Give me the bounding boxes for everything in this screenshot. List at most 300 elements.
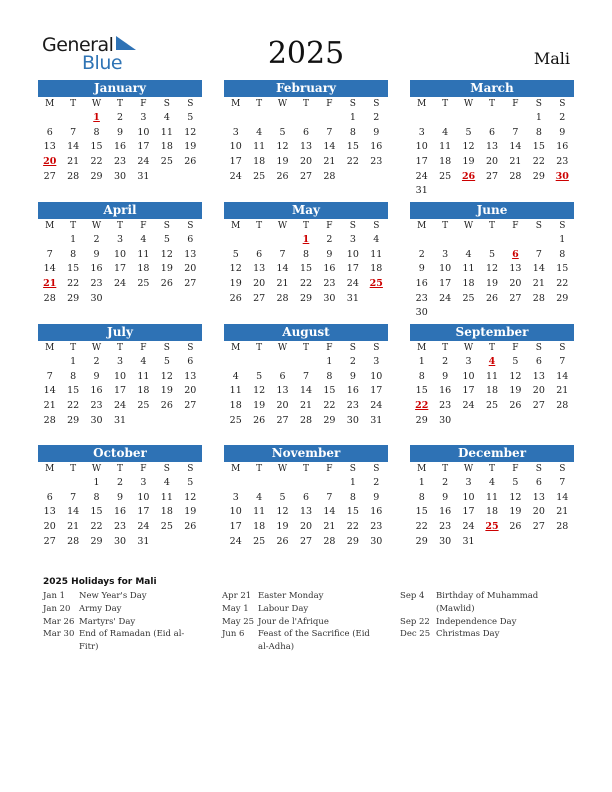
weekday-header-row (410, 462, 574, 476)
day-cell: 30 (415, 307, 428, 319)
day-cell: 29 (67, 292, 80, 304)
weekday-label: T (442, 343, 449, 353)
day-blank (480, 233, 503, 248)
day-grid (410, 111, 574, 199)
day-cell: 11 (253, 141, 266, 153)
day-cell: 27 (43, 535, 56, 547)
day-cell: 1 (70, 234, 77, 245)
day-cell: 13 (184, 370, 197, 382)
day-cell: 7 (559, 477, 566, 488)
day-cell: 28 (67, 535, 80, 547)
day-cell: 1 (93, 477, 100, 488)
day-blank (527, 233, 550, 248)
weekday-label: T (70, 464, 77, 474)
day-cell: 4 (140, 234, 147, 245)
day-cell: 12 (509, 370, 522, 382)
day-cell: 9 (442, 370, 449, 382)
weekday-header-row (38, 462, 202, 476)
day-cell: 31 (415, 185, 428, 197)
holiday-name: End of Ramadan (Eid al-Fitr) (79, 629, 185, 653)
day-cell: 31 (137, 170, 150, 182)
day-cell: 17 (462, 506, 475, 518)
day-cell: 12 (485, 263, 499, 275)
day-cell: 13 (509, 263, 522, 275)
day-blank (271, 476, 294, 491)
day-cell: 17 (415, 156, 428, 168)
day-blank (457, 111, 480, 126)
weekday-label: S (349, 221, 356, 231)
day-cell: 7 (535, 248, 542, 260)
weekday-label: F (140, 464, 147, 474)
day-cell: 15 (532, 141, 545, 153)
holiday-entry (43, 616, 199, 629)
holiday-entry (400, 628, 556, 641)
weekday-label: S (535, 343, 542, 353)
day-cell: 22 (532, 156, 545, 168)
day-cell: 14 (509, 141, 522, 153)
day-cell: 7 (279, 248, 286, 260)
day-cell: 12 (462, 141, 475, 153)
day-cell: 3 (349, 234, 356, 245)
month-may (224, 202, 388, 306)
day-cell: 15 (346, 141, 359, 153)
day-grid (38, 111, 202, 184)
weekday-label: S (373, 343, 380, 353)
day-cell: 19 (509, 385, 522, 397)
day-cell: 8 (93, 126, 100, 138)
weekday-label: S (349, 464, 356, 474)
day-blank (410, 111, 433, 126)
day-cell: 28 (67, 170, 80, 182)
weekday-label: S (535, 99, 542, 109)
day-cell: 11 (229, 385, 242, 397)
weekday-label: F (326, 464, 333, 474)
day-cell: 10 (346, 248, 359, 260)
day-cell: 18 (462, 278, 475, 290)
day-cell: 12 (184, 126, 197, 138)
day-cell: 30 (439, 535, 452, 547)
day-cell: 13 (253, 263, 266, 275)
day-cell: 18 (229, 400, 242, 412)
day-cell: 31 (113, 414, 127, 426)
month-header: June (410, 202, 574, 219)
day-cell: 18 (253, 521, 266, 533)
day-cell: 13 (184, 248, 197, 260)
holiday-entry (400, 616, 556, 629)
day-cell: 11 (485, 370, 499, 382)
day-cell: 16 (113, 506, 127, 518)
holiday-date-label: Mar 26 (43, 616, 75, 627)
weekday-label: W (277, 464, 288, 474)
day-grid (224, 111, 388, 184)
day-blank (433, 233, 456, 248)
day-cell: 19 (160, 263, 173, 275)
day-cell: 28 (323, 170, 336, 182)
weekday-label: T (256, 221, 263, 231)
day-cell: 20 (299, 521, 313, 533)
day-cell: 16 (323, 263, 336, 275)
weekday-label: W (463, 343, 474, 353)
day-cell: 26 (184, 156, 197, 168)
day-cell: 2 (373, 112, 380, 123)
day-cell: 18 (439, 156, 452, 168)
holiday-date: 21 (43, 278, 57, 290)
day-cell: 23 (370, 156, 383, 168)
holiday-entry (222, 628, 378, 654)
day-cell: 19 (485, 278, 499, 290)
day-cell: 14 (556, 370, 569, 382)
day-cell: 5 (163, 356, 170, 367)
weekday-label: T (442, 464, 449, 474)
day-cell: 2 (442, 477, 449, 488)
day-cell: 4 (163, 112, 170, 123)
day-cell: 16 (415, 278, 428, 290)
day-cell: 19 (509, 506, 522, 518)
day-cell: 22 (323, 400, 336, 412)
holiday-name: Christmas Day (436, 629, 500, 640)
weekday-label: F (326, 343, 333, 353)
day-cell: 13 (299, 141, 313, 153)
weekday-label: S (163, 221, 170, 231)
day-blank (38, 355, 61, 370)
day-cell: 4 (488, 477, 496, 488)
day-cell: 25 (160, 156, 173, 168)
day-cell: 8 (326, 370, 333, 382)
weekday-header-row (410, 341, 574, 355)
day-cell: 20 (485, 156, 499, 168)
holiday-date: 26 (461, 170, 476, 182)
day-cell: 7 (46, 248, 53, 260)
holiday-date-label: Mar 30 (43, 629, 75, 640)
month-header: May (224, 202, 388, 219)
day-cell: 30 (90, 414, 103, 426)
weekday-header-row (224, 341, 388, 355)
weekday-label: W (463, 221, 474, 231)
day-cell: 29 (299, 292, 313, 304)
day-cell: 25 (462, 292, 475, 304)
day-cell: 1 (418, 477, 425, 488)
day-cell: 5 (163, 234, 170, 245)
holiday-date: 1 (302, 234, 310, 245)
holiday-name: Birthday of Muhammad (Mawlid) (436, 591, 539, 614)
day-cell: 24 (113, 278, 127, 290)
day-cell: 2 (93, 234, 100, 245)
day-cell: 23 (90, 400, 103, 412)
day-cell: 5 (465, 126, 472, 138)
day-grid (410, 476, 574, 549)
day-cell: 1 (535, 112, 542, 123)
day-cell: 7 (326, 126, 333, 138)
day-cell: 15 (346, 506, 359, 518)
holiday-date: 20 (43, 156, 57, 168)
month-header: February (224, 80, 388, 97)
day-cell: 13 (299, 506, 313, 518)
weekday-label: T (70, 221, 77, 231)
day-cell: 25 (439, 170, 452, 182)
day-cell: 12 (276, 141, 289, 153)
day-cell: 9 (116, 491, 124, 503)
day-cell: 30 (90, 292, 103, 304)
day-cell: 14 (323, 506, 336, 518)
day-cell: 4 (140, 356, 147, 367)
month-header: September (410, 324, 574, 341)
day-cell: 24 (229, 535, 242, 547)
month-february (224, 80, 388, 184)
day-cell: 23 (113, 156, 127, 168)
day-cell: 26 (184, 521, 197, 533)
day-cell: 23 (113, 521, 127, 533)
weekday-label: S (535, 464, 542, 474)
day-cell: 29 (346, 535, 359, 547)
weekday-label: M (417, 464, 427, 474)
weekday-label: W (277, 221, 288, 231)
day-cell: 13 (43, 141, 56, 153)
day-cell: 6 (535, 356, 542, 367)
holiday-date-label: Jan 1 (43, 591, 66, 601)
day-cell: 16 (346, 385, 359, 397)
weekday-label: S (559, 99, 566, 109)
day-cell: 8 (349, 126, 356, 138)
day-cell: 17 (137, 506, 150, 518)
day-cell: 14 (556, 491, 569, 503)
weekday-label: T (442, 221, 449, 231)
day-cell: 22 (556, 278, 569, 290)
holiday-date: 4 (488, 356, 496, 367)
holiday-column (43, 590, 199, 654)
day-cell: 9 (326, 248, 333, 260)
day-cell: 4 (256, 126, 263, 138)
weekday-label: M (417, 221, 427, 231)
day-cell: 23 (90, 278, 103, 290)
holiday-entry (222, 616, 378, 629)
day-cell: 16 (556, 141, 569, 153)
day-cell: 14 (43, 385, 56, 397)
day-cell: 12 (184, 491, 197, 503)
day-cell: 14 (323, 141, 336, 153)
weekday-label: W (463, 464, 474, 474)
day-cell: 15 (556, 263, 569, 275)
weekday-header-row (410, 219, 574, 233)
holiday-column (400, 590, 556, 641)
day-cell: 1 (418, 356, 425, 367)
day-cell: 3 (418, 126, 425, 138)
day-cell: 28 (299, 414, 313, 426)
day-cell: 21 (509, 156, 522, 168)
day-cell: 16 (113, 141, 127, 153)
weekday-label: S (163, 99, 170, 109)
weekday-label: W (277, 99, 288, 109)
weekday-header-row (224, 462, 388, 476)
day-cell: 10 (462, 491, 475, 503)
day-cell: 14 (299, 385, 313, 397)
day-cell: 10 (113, 370, 127, 382)
weekday-label: S (559, 464, 566, 474)
weekday-label: F (326, 99, 333, 109)
day-cell: 19 (160, 385, 173, 397)
day-cell: 23 (370, 521, 383, 533)
day-blank (224, 476, 247, 491)
holiday-date: 22 (415, 400, 429, 412)
day-cell: 31 (370, 414, 383, 426)
weekday-label: M (231, 464, 241, 474)
day-cell: 27 (43, 170, 56, 182)
month-header: July (38, 324, 202, 341)
day-cell: 30 (323, 292, 336, 304)
day-cell: 21 (532, 278, 545, 290)
day-cell: 30 (113, 535, 127, 547)
day-cell: 8 (93, 491, 100, 503)
day-cell: 28 (532, 292, 545, 304)
holiday-name: Feast of the Sacrifice (Eid al-Adha) (258, 629, 370, 653)
day-cell: 10 (229, 506, 242, 518)
day-blank (318, 476, 341, 491)
day-cell: 27 (532, 521, 545, 533)
day-cell: 22 (346, 156, 359, 168)
day-cell: 5 (187, 477, 194, 488)
day-blank (271, 111, 294, 126)
day-cell: 8 (418, 491, 425, 503)
day-blank (294, 355, 317, 370)
day-cell: 20 (43, 521, 56, 533)
day-cell: 6 (279, 370, 286, 382)
holiday-date: 1 (93, 112, 100, 123)
day-cell: 20 (253, 278, 266, 290)
day-cell: 8 (535, 126, 542, 138)
day-cell: 17 (439, 278, 452, 290)
day-cell: 20 (299, 156, 313, 168)
day-cell: 4 (465, 248, 472, 260)
day-cell: 11 (485, 491, 499, 503)
day-cell: 26 (509, 400, 522, 412)
day-cell: 17 (346, 263, 359, 275)
day-blank (318, 111, 341, 126)
day-cell: 3 (140, 112, 147, 123)
day-cell: 20 (276, 400, 289, 412)
day-cell: 25 (485, 400, 499, 412)
day-blank (294, 476, 317, 491)
weekday-label: F (140, 343, 147, 353)
day-cell: 6 (488, 126, 496, 138)
day-cell: 25 (229, 414, 242, 426)
day-cell: 6 (187, 234, 194, 245)
day-cell: 17 (113, 385, 127, 397)
weekday-label: F (512, 221, 519, 231)
weekday-label: W (91, 464, 102, 474)
day-cell: 24 (439, 292, 452, 304)
day-cell: 5 (512, 477, 519, 488)
day-cell: 18 (253, 156, 266, 168)
day-cell: 15 (90, 141, 103, 153)
day-cell: 21 (67, 156, 80, 168)
holiday-entry (43, 628, 199, 654)
holiday-column (222, 590, 378, 654)
weekday-label: T (116, 343, 123, 353)
day-cell: 4 (442, 126, 449, 138)
month-july (38, 324, 202, 428)
day-cell: 11 (370, 248, 383, 260)
day-cell: 3 (442, 248, 449, 260)
day-cell: 17 (137, 141, 150, 153)
weekday-label: S (187, 464, 194, 474)
day-cell: 3 (232, 126, 239, 138)
day-cell: 12 (160, 248, 173, 260)
day-cell: 7 (326, 491, 333, 503)
day-cell: 3 (116, 356, 124, 367)
day-blank (224, 355, 247, 370)
weekday-label: T (70, 343, 77, 353)
day-grid (224, 355, 388, 428)
day-cell: 6 (46, 126, 53, 138)
day-blank (294, 111, 317, 126)
holiday-name: Easter Monday (258, 591, 324, 601)
day-cell: 17 (229, 521, 242, 533)
day-cell: 15 (415, 385, 428, 397)
day-grid (410, 355, 574, 428)
weekday-label: T (116, 464, 123, 474)
day-cell: 9 (93, 370, 100, 382)
day-grid (38, 233, 202, 306)
day-cell: 9 (373, 491, 380, 503)
day-cell: 17 (229, 156, 242, 168)
weekday-label: T (488, 464, 495, 474)
day-cell: 21 (556, 385, 569, 397)
weekday-label: T (302, 99, 309, 109)
holidays-title: 2025 Holidays for Mali (43, 577, 157, 587)
day-cell: 15 (67, 263, 80, 275)
day-cell: 15 (415, 506, 428, 518)
weekday-label: S (187, 343, 194, 353)
day-cell: 1 (70, 356, 77, 367)
day-cell: 24 (462, 400, 475, 412)
holiday-date-label: Apr 21 (222, 591, 252, 601)
day-blank (224, 233, 247, 248)
day-cell: 15 (67, 385, 80, 397)
weekday-label: S (187, 99, 194, 109)
day-cell: 8 (70, 370, 77, 382)
month-november (224, 445, 388, 549)
day-cell: 22 (346, 521, 359, 533)
day-cell: 11 (137, 248, 150, 260)
holiday-date: 25 (485, 521, 499, 533)
day-cell: 13 (276, 385, 289, 397)
day-cell: 30 (439, 414, 452, 426)
day-cell: 31 (462, 535, 475, 547)
day-cell: 24 (462, 521, 475, 533)
weekday-label: S (373, 464, 380, 474)
day-cell: 5 (279, 126, 286, 138)
weekday-label: T (302, 221, 309, 231)
day-cell: 25 (253, 170, 266, 182)
day-cell: 14 (67, 141, 80, 153)
day-cell: 6 (256, 248, 263, 260)
calendar-year: 2025 (267, 36, 345, 71)
day-cell: 11 (137, 370, 150, 382)
day-cell: 6 (187, 356, 194, 367)
day-blank (247, 233, 270, 248)
day-cell: 25 (137, 278, 150, 290)
weekday-label: F (512, 99, 519, 109)
day-cell: 5 (232, 248, 239, 260)
month-september (410, 324, 574, 428)
day-cell: 29 (67, 414, 80, 426)
day-cell: 7 (70, 126, 77, 138)
day-cell: 1 (559, 234, 566, 245)
day-cell: 17 (113, 263, 127, 275)
day-cell: 27 (299, 535, 313, 547)
day-cell: 27 (276, 414, 289, 426)
weekday-label: T (488, 343, 495, 353)
month-header: April (38, 202, 202, 219)
